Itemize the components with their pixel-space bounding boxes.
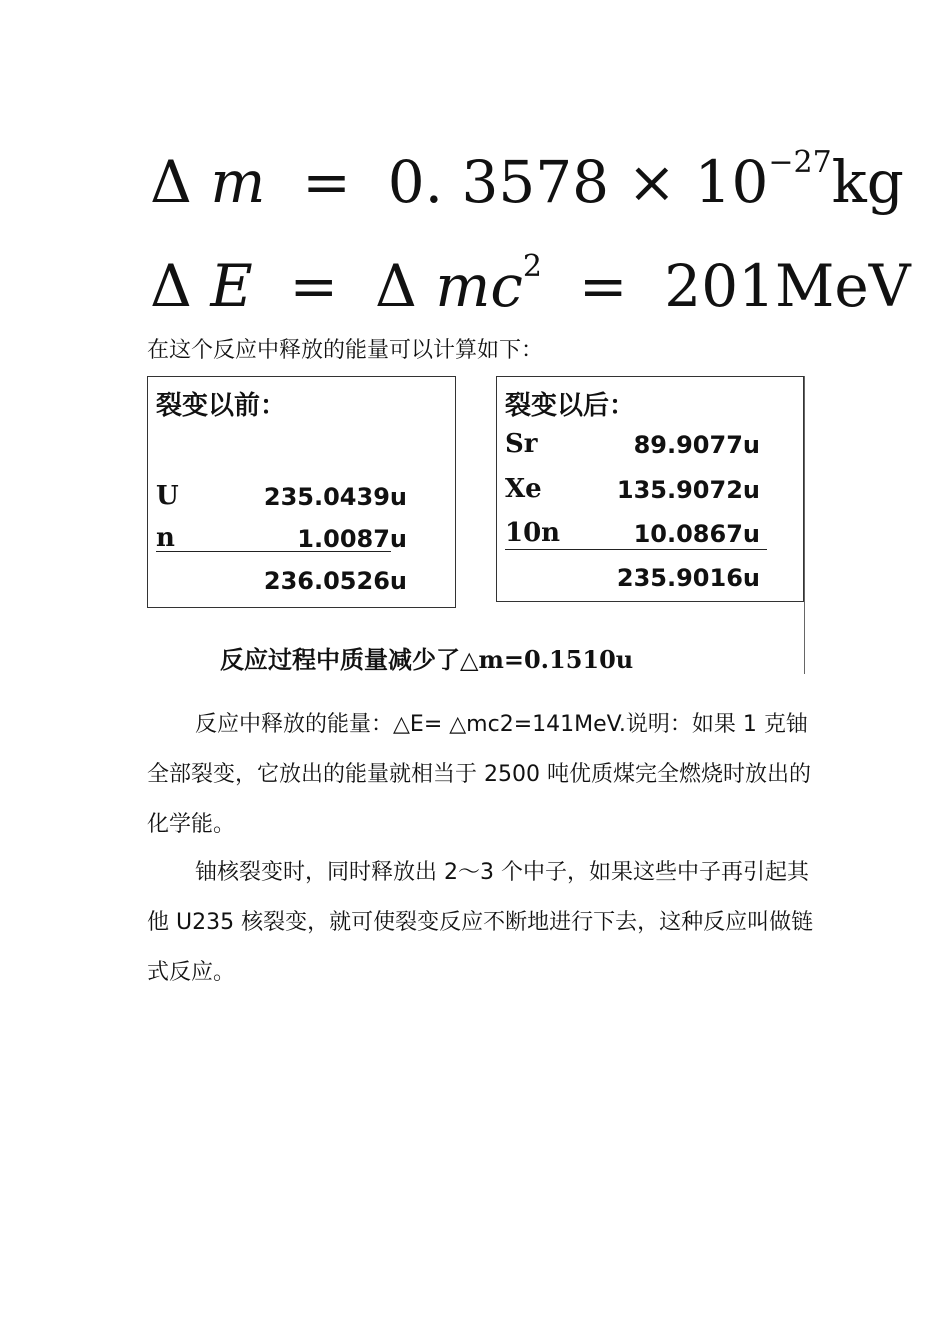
table-row [505,518,790,550]
total-row [156,565,441,597]
vertical-rule [804,376,805,674]
value: 1.0087u [297,525,407,553]
total-value: 235.9016u [616,564,760,592]
symbol: Sr [505,429,538,459]
table-row [505,429,790,461]
total-row [505,562,790,594]
paragraph-chain-reaction: 铀核裂变时，同时释放出 2～3 个中子，如果这些中子再引起其他 U235 核裂变，就可使裂变反应不断地进行下去，这种反应叫做链式反应。 [147,860,814,985]
table-row [505,474,790,506]
equals-sign-2: = [578,252,628,320]
mass-value: 0. 3578 × 10 [387,148,769,216]
before-fission-box [147,376,456,608]
box-title: 裂变以前： [156,391,287,421]
variable-m: m [210,148,266,216]
symbol: 10n [505,518,561,548]
value: 10.0867u [633,520,760,548]
delta-symbol: Δ [150,252,192,320]
exponent: −27 [768,145,832,180]
after-fission-box [496,376,804,602]
value: 235.0439u [263,483,407,511]
symbol: n [156,523,175,553]
symbol: U [156,481,179,511]
energy-formula [150,249,911,320]
intro-text: 在这个反应中释放的能量可以计算如下： [147,338,544,363]
delta-symbol-2: Δ [375,252,417,320]
exponent: 2 [522,249,542,284]
value: 135.9072u [616,476,760,504]
variable-mc: mc [435,252,523,320]
symbol: Xe [505,474,542,504]
paragraph-energy: 反应中释放的能量：△E= △mc2=141MeV.说明：如果 1 克铀全部裂变，它放出的能量就相当于 2500 吨优质煤完全燃烧时放出的化学能。 [147,712,811,837]
delta-symbol: Δ [150,148,192,216]
table-row [156,481,441,513]
equals-sign: = [289,252,339,320]
equals-sign: = [302,148,351,216]
mass-decrease-caption: 反应过程中质量减少了△m=0.1510u [220,645,634,674]
total-value: 236.0526u [263,567,407,595]
sum-divider [156,551,391,552]
unit: kg [831,148,904,216]
variable-e: E [210,252,253,320]
mass-defect-formula [150,145,904,216]
energy-value: 201MeV [664,252,911,320]
value: 89.9077u [633,431,760,459]
box-title: 裂变以后： [505,391,636,421]
sum-divider [505,549,767,550]
